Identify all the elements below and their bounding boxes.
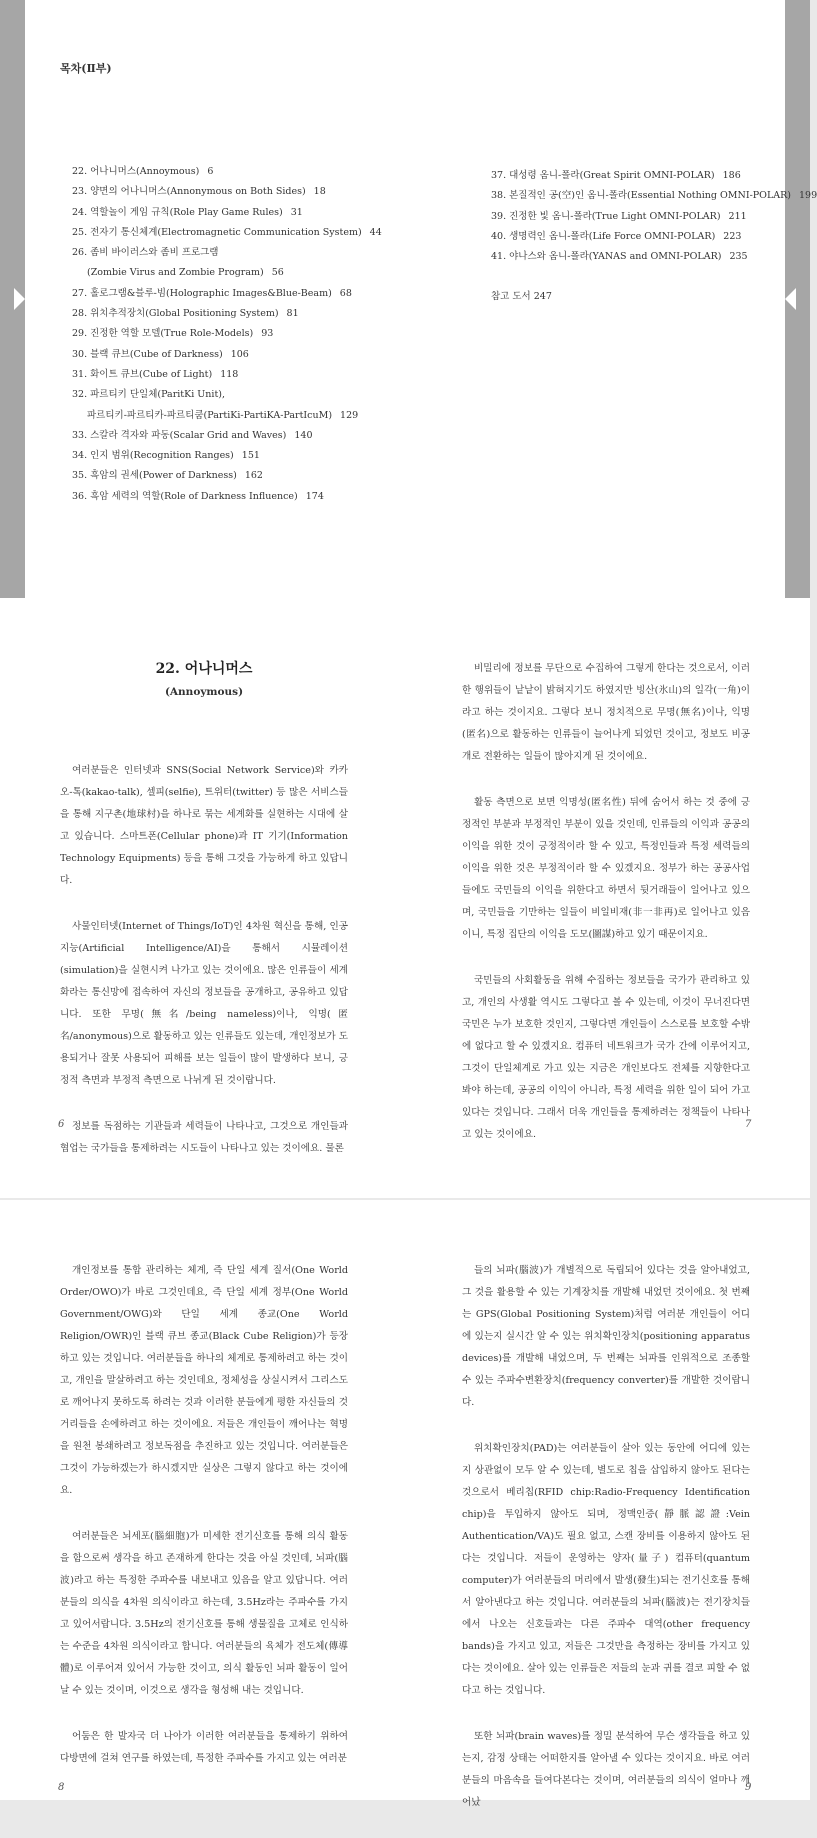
toc-entry-title: 30. 블랙 큐브(Cube of Darkness): [72, 348, 223, 360]
toc-entry-title: 38. 본질적인 공(空)인 옴니-폴라(Essential Nothing OMNI-POLAR): [491, 190, 791, 202]
toc-entry: [72, 385, 382, 405]
toc-entry-title: 22. 어나니머스(Annoymous): [72, 166, 200, 177]
chapter-subtitle: (Annoymous): [164, 686, 244, 698]
toc-entry: [491, 207, 817, 227]
page-notch-left: [14, 288, 25, 310]
body-paragraph: 활동 측면으로 보면 익명성(匿名性) 뒤에 숨어서 하는 것 중에 긍정적인 부분과 부정적인 부분이 있을 것인데, 인류들의 이익과 공공의 이익을 위한 것이 긍정적이라 할 수 있고, 특정인들과 특정 세력들의 이익을 위한 것은 부정적이라 할 수 있겠지요. 정부가 하는 공공사업들에도 국민들의 이익을 위한다고 하면서 뒷거래들이 일어나고 있으며, 국민들을 기만하는 일들이 비일비재(非一非再)로 일어나고 있음이니, 특정 집단의 이익을 도모(圖謀)하고 있기 때문이지요.: [462, 797, 750, 940]
toc-list-left: [72, 162, 382, 507]
toc-entry-title: 24. 역할놀이 게임 규칙(Role Play Game Rules): [72, 206, 283, 218]
toc-entry: [72, 426, 382, 446]
toc-entry-title: 25. 전자기 통신체계(Electromagnetic Communication System): [72, 226, 362, 238]
body-paragraph: 국민들의 사회활동을 위해 수집하는 정보들을 국가가 관리하고 있고, 개인의 사생활 역시도 그렇다고 볼 수 있는데, 이것이 무너진다면 국민은 누가 보호한 것인지, 그렇다면 개인들이 스스로를 보호할 수밖에 없다고 할 수 있겠지요. 컴퓨터 네트워크가 국가 간에 이루어지고, 그것이 단일체계로 가고 있는 지금은 개인보다도 전체를 지향한다고 봐야 하는데, 공공의 이익이 아니라, 특정 세력을 위한 일이 되어 가고 있다는 것입니다. 그래서 더욱 개인들을 통제하려는 정책들이 나타나고 있는 것이에요.: [462, 975, 750, 1140]
toc-entry-page: 140: [294, 429, 313, 441]
toc-entry-page: 68: [339, 287, 352, 299]
toc-entry: [72, 304, 382, 324]
toc-entry: [72, 324, 382, 344]
toc-entry-subtitle: 파르티키-파르티카-파르티쿰(PartiKi-PartiKA-PartIcuM): [87, 409, 333, 421]
toc-entry-page: 18: [313, 186, 326, 198]
body-paragraph: 위치확인장치(PAD)는 여러분들이 살아 있는 동안에 어디에 있는지 상관없이 모두 알 수 있는데, 별도로 칩을 삽입하지 않아도 된다는 것으로서 베리칩(RFID chip:Radio-Frequency Identification chip)을 투입하지 않아도 되며, 정맥인증(靜脈認證:Vein Authentication/VA)도 필요 없고, 스캔 장비를 이용하지 않아도 된다는 것입니다. 저들이 운영하는 양자(量子) 컴퓨터(quantum computer)가 여러분들의 머리에서 발생(發生)되는 전기신호를 통해서 알아낸다고 하는 것입니다. 여러분들의 뇌파(腦波)는 전기장치들에서 나오는 신호들과는 다른 주파수 대역(other frequency bands)을 가지고 있고, 저들은 그것만을 측정하는 장비를 가지고 있다는 것이에요. 살아 있는 인류들은 저들의 눈과 귀를 결코 피할 수 없다고 하는 것입니다.: [462, 1443, 750, 1696]
toc-references: [491, 288, 552, 302]
toc-entry-page: 44: [369, 226, 382, 238]
chapter-title: 22. 어나니머스: [155, 661, 253, 677]
toc-entry-page: 235: [729, 251, 748, 263]
toc-entry: [72, 223, 382, 243]
references-label: 참고 도서: [491, 291, 531, 302]
page-8-body: [60, 1260, 348, 1794]
toc-entry-title: 31. 화이트 큐브(Cube of Light): [72, 368, 213, 380]
toc-entry-title: 39. 진정한 빛 옴니-폴라(True Light OMNI-POLAR): [491, 210, 721, 222]
page-9-body: [462, 1260, 750, 1838]
toc-entry-title: 40. 생명력인 옴니-폴라(Life Force OMNI-POLAR): [491, 230, 716, 242]
toc-entry-page: 81: [286, 308, 299, 320]
toc-entry-title: 36. 흑암 세력의 역할(Role of Darkness Influence): [72, 490, 298, 502]
body-paragraph: 비밀리에 정보를 무단으로 수집하여 그렇게 한다는 것으로서, 이러한 행위들이 낱낱이 밝혀지기도 하였지만 빙산(氷山)의 일각(一角)이라고 하는 것이지요. 그렇다 보니 정치적으로 무명(無名)이나, 익명(匿名)으로 활동하는 인류들이 늘어나게 되었던 것이고, 정보도 비공개로 전환하는 일들이 많아지게 된 것이에요.: [462, 663, 750, 762]
folio-page-7: 7: [745, 1119, 752, 1130]
toc-entry: [72, 466, 382, 486]
toc-entry-page: 6: [207, 166, 214, 177]
body-paragraph: 여러분들은 인터넷과 SNS(Social Network Service)와 카카오-톡(kakao-talk), 셀피(selfie), 트위터(twitter) 등 많은 서비스들을 통해 지구촌(地球村)을 하나로 묶는 세계화를 실현하는 시대에 살고 있습니다. 스마트폰(Cellular phone)과 IT 기기(Information Technology Equipments) 등을 통해 그것을 가능하게 하고 있답니다.: [60, 765, 348, 886]
toc-entry-page: 211: [728, 210, 747, 222]
page-6-body: [60, 760, 348, 1184]
toc-entry: [72, 345, 382, 365]
toc-entry-title: 35. 흑암의 권세(Power of Darkness): [72, 470, 237, 482]
toc-entry-page: 93: [261, 328, 274, 340]
toc-entry-title: 32. 파르티키 단일체(ParitKi Unit),: [72, 389, 225, 401]
toc-entry: [72, 487, 382, 507]
toc-entry-page: 162: [244, 470, 263, 482]
body-paragraph: 어둠은 한 발자국 더 나아가 이러한 여러분들을 통제하기 위하여 다방면에 걸쳐 연구를 하였는데, 특정한 주파수를 가지고 있는 여러분: [60, 1731, 348, 1764]
toc-entry-title: 41. 야나스와 옴니-폴라(YANAS and OMNI-POLAR): [491, 251, 722, 263]
folio-page-6: 6: [58, 1119, 65, 1130]
folio-page-8: 8: [58, 1782, 65, 1793]
pages-8-9-spread: [0, 1200, 810, 1808]
running-header: 목차(Ⅱ부): [60, 62, 112, 75]
toc-entry: [72, 446, 382, 466]
toc-entry: [491, 166, 817, 186]
body-paragraph: 개인정보를 통합 관리하는 체계, 즉 단일 세계 질서(One World Order/OWO)가 바로 그것인데요, 즉 단일 세계 정부(One World Government/OWG)와 단일 세계 종교(One World Religion/OWR)인 블랙 큐브 종교(Black Cube Religion)가 등장하고 있는 것입니다. 여러분들을 하나의 체계로 통제하려고 하는 것이고, 개인을 말살하려고 하는 것인데요, 정체성을 상실시켜서 그리스도로 깨어나지 못하도록 하려는 것과 이러한 분들에게 평한 자신들의 것거리들을 손에하려고 하는 것이에요. 저들은 개인들이 깨어나는 혁명을 원천 봉쇄하려고 정보독점을 추진하고 있는 것입니다. 여러분들은 그것이 가능하겠는가 하시겠지만 실상은 그렇지 않다고 하는 것이에요.: [60, 1265, 348, 1496]
body-paragraph: 또한 뇌파(brain waves)를 정밀 분석하여 무슨 생각들을 하고 있는지, 감정 상태는 어떠한지를 알아낼 수 있다는 것이지요. 바로 여러분들의 마음속을 들여다본다는 것이며, 여러분들의 의식이 얼마나 깨어났: [462, 1731, 750, 1808]
pages-6-7-spread: [0, 598, 810, 1198]
page-notch-right: [785, 288, 796, 310]
toc-entry: [72, 182, 382, 202]
toc-entry-page: 118: [220, 368, 239, 380]
toc-entry-title: 37. 대성령 옴니-폴라(Great Spirit OMNI-POLAR): [491, 170, 715, 181]
toc-entry-page: 199: [799, 190, 817, 202]
toc-entry: [72, 203, 382, 223]
body-paragraph: 들의 뇌파(腦波)가 개별적으로 독립되어 있다는 것을 알아내었고, 그 것을 활용할 수 있는 기계장치를 개발해 내었던 것이에요. 첫 번째는 GPS(Global Positioning System)처럼 여러분 개인들이 어디에 있는지 실시간 알 수 있는 위치확인장치(positioning apparatus devices)를 개발해 내었으며, 두 번째는 뇌파를 인위적으로 조종할 수 있는 주파수변환장치(frequency converter)를 개발한 것이랍니다.: [462, 1265, 750, 1408]
toc-list-right: [491, 166, 817, 267]
toc-entry-page: 223: [723, 230, 742, 242]
toc-entry-title: 29. 진정한 역할 모델(True Role-Models): [72, 328, 254, 340]
toc-entry-continuation: [72, 406, 382, 426]
toc-entry-page: 129: [340, 409, 359, 421]
toc-entry-subtitle: (Zombie Virus and Zombie Program): [87, 267, 264, 279]
page-7-body: [462, 658, 750, 1170]
toc-entry: [72, 284, 382, 304]
toc-entry-page: 151: [241, 450, 260, 462]
toc-entry-page: 186: [722, 170, 741, 181]
toc-entry-page: 56: [271, 267, 284, 279]
toc-entry-page: 174: [305, 490, 324, 502]
toc-entry-continuation: [72, 263, 382, 283]
toc-entry: [72, 162, 382, 182]
toc-entry: [72, 243, 382, 263]
toc-entry-title: 33. 스칼라 격자와 파동(Scalar Grid and Waves): [72, 429, 287, 441]
toc-entry: [491, 247, 817, 267]
toc-entry-title: 28. 위치추적장치(Global Positioning System): [72, 308, 279, 320]
toc-entry: [491, 186, 817, 206]
references-page: 247: [533, 291, 552, 302]
folio-page-9: 9: [745, 1782, 752, 1793]
toc-entry: [491, 227, 817, 247]
toc-entry-title: 34. 인지 범위(Recognition Ranges): [72, 450, 234, 462]
body-paragraph: 사물인터넷(Internet of Things/IoT)인 4차원 혁신을 통해, 인공지능(Artificial Intelligence/AI)을 통해서 시뮬레이션(simulation)을 실현시켜 나가고 있는 것이에요. 많은 인류들이 세계화라는 통신망에 접속하여 자신의 정보들을 공개하고, 공유하고 있답니다. 또한 무명(無名/being nameless)이나, 익명(匿名/anonymous)으로 활동하고 있는 인류들도 있는데, 개인정보가 도용되거나 잘못 사용되어 피해를 보는 일들이 많이 발생하다 보니, 긍정적 측면과 부정적 측면으로 나뉘게 된 것이랍니다.: [60, 921, 348, 1086]
toc-entry-page: 106: [230, 348, 249, 360]
toc-entry-title: 27. 홀로그램&블루-빔(Holographic Images&Blue-Beam): [72, 287, 332, 299]
body-paragraph: 정보를 독점하는 기관들과 세력들이 나타나고, 그것으로 개인들과 협업는 국가들을 통제하려는 시도들이 나타나고 있는 것이에요. 물론: [60, 1121, 348, 1154]
toc-spread: [0, 0, 817, 598]
toc-entry-title: 23. 양면의 어나니머스(Annonymous on Both Sides): [72, 186, 306, 198]
toc-entry: [72, 365, 382, 385]
toc-entry-page: 31: [290, 206, 303, 218]
body-paragraph: 여러분들은 뇌세포(腦細胞)가 미세한 전기신호를 통해 의식 활동을 함으로써 생각을 하고 존재하게 한다는 것을 아실 것인데, 뇌파(腦波)라고 하는 특정한 주파수를 내보내고 있음을 알고 있답니다. 여러분들의 의식을 4차원 의식이라고 하는데, 3.5Hz라는 주파수를 가지고 있어서랍니다. 3.5Hz의 전기신호를 통해 생물질을 고체로 인식하는 수준을 4차원 의식이라고 합니다. 여러분들의 육체가 전도체(傳導體)로 이루어져 있어서 가능한 것이고, 의식 활동인 뇌파 활동이 일어날 수 있는 것이며, 이것으로 생각을 형성해 내는 것입니다.: [60, 1531, 348, 1696]
toc-entry-title: 26. 좀비 바이러스와 좀비 프로그램: [72, 247, 219, 259]
